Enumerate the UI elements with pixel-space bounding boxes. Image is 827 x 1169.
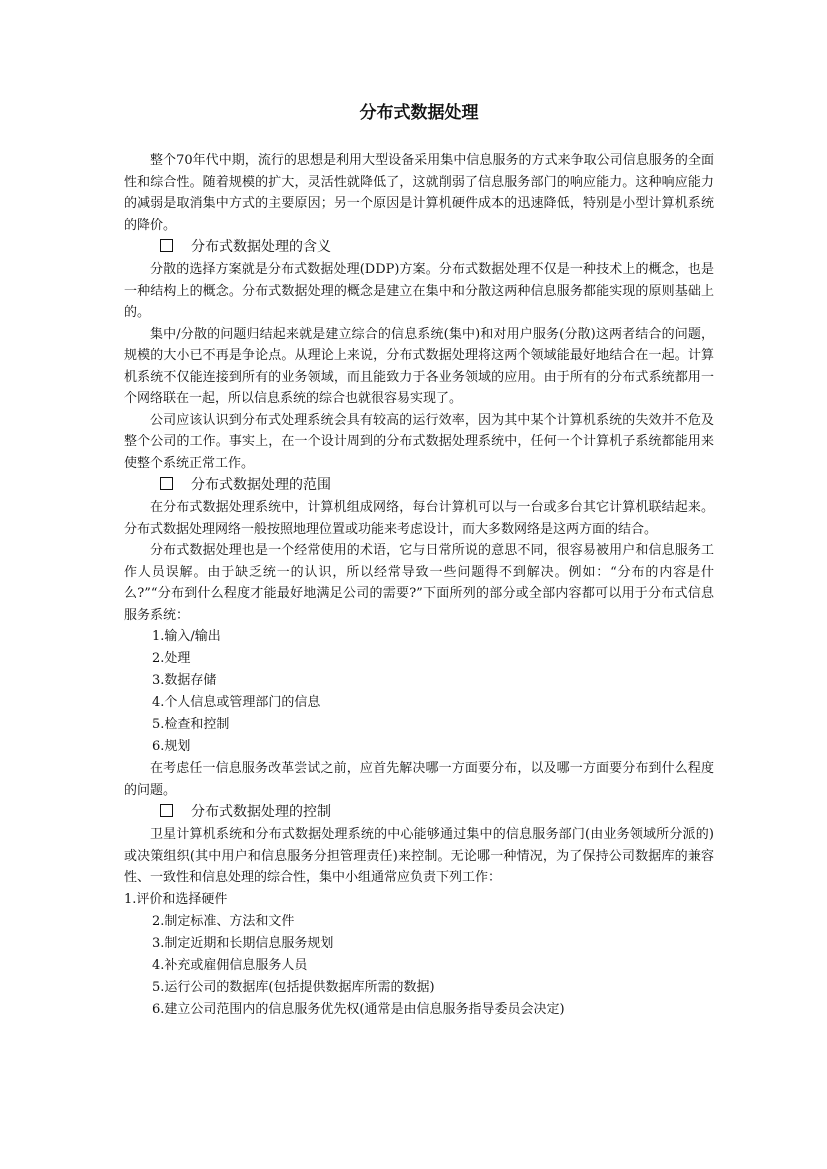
list-item: 2.处理 xyxy=(152,651,191,666)
paragraph: 在考虑任一信息服务改革尝试之前，应首先解决哪一方面要分布，以及哪一方面要分布到什么程度的问题。 xyxy=(124,761,714,798)
list-item: 4.补充或雇佣信息服务人员 xyxy=(152,957,308,973)
document-body xyxy=(124,100,714,1021)
list-item: 5.检查和控制 xyxy=(152,717,230,732)
control-list xyxy=(124,889,714,1021)
section-heading-control xyxy=(124,801,714,824)
section-heading-label: 分布式数据处理的含义 xyxy=(191,239,331,255)
intro-paragraph: 整个70年代中期，流行的思想是利用大型设备采用集中信息服务的方式来争取公司信息服务的全面性和综合性。随着规模的扩大，灵活性就降低了，这就削弱了信息服务部门的响应能力。这种响应能力的减弱是取消集中方式的主要原因；另一个原因是计算机硬件成本的迅速降低，特别是小型计算机系统的降价。 xyxy=(124,153,714,233)
paragraph: 分散的选择方案就是分布式数据处理(DDP)方案。分布式数据处理不仅是一种技术上的概念，也是一种结构上的概念。分布式数据处理的概念是建立在集中和分散这两种信息服务都能实现的原则基础上的。 xyxy=(124,262,714,320)
paragraph: 卫星计算机系统和分布式数据处理系统的中心能够通过集中的信息服务部门(由业务领域所分派的)或决策组织(其中用户和信息服务分担管理责任)来控制。无论哪一种情况，为了保持公司数据库的兼容性、一致性和信息处理的综合性，集中小组通常应负责下列工作： xyxy=(124,827,714,885)
list-item: 1.输入/输出 xyxy=(152,629,221,644)
list-item: 2.制定标准、方法和文件 xyxy=(152,913,295,929)
section-heading-label: 分布式数据处理的范围 xyxy=(191,477,331,493)
section-heading-label: 分布式数据处理的控制 xyxy=(191,804,331,820)
paragraph: 在分布式数据处理系统中，计算机组成网络，每台计算机可以与一台或多台其它计算机联结起来。分布式数据处理网络一般按照地理位置或功能来考虑设计，而大多数网络是这两方面的结合。 xyxy=(124,500,714,537)
section-heading-meaning xyxy=(124,236,714,259)
checkbox-icon xyxy=(160,477,173,490)
list-item: 3.数据存储 xyxy=(152,673,217,688)
paragraph: 公司应该认识到分布式处理系统会具有较高的运行效率，因为其中某个计算机系统的失效并不危及整个公司的工作。事实上，在一个设计周到的分布式数据处理系统中，任何一个计算机子系统都能用来使整个系统正常工作。 xyxy=(124,412,714,471)
list-item: 5.运行公司的数据库(包括提供数据库所需的数据) xyxy=(152,979,435,995)
list-item: 1.评价和选择硬件 xyxy=(124,891,228,907)
paragraph: 分布式数据处理也是一个经常使用的术语，它与日常所说的意思不同，很容易被用户和信息服务工作人员误解。由于缺乏统一的认识，所以经常导致一些问题得不到解决。例如：“分布的内容是什么?”“分布到什么程度才能最好地满足公司的需要?”下面所列的部分或全部内容都可以用于分布式信息服务系统： xyxy=(124,543,714,623)
scope-list xyxy=(124,626,714,758)
list-item: 6.建立公司范围内的信息服务优先权(通常是由信息服务指导委员会决定) xyxy=(152,1001,565,1017)
paragraph: 集中/分散的问题归结起来就是建立综合的信息系统(集中)和对用户服务(分散)这两者结合的问题，规模的大小已不再是争论点。从理论上来说，分布式数据处理将这两个领域能最好地结合在一起。计算机系统不仅能连接到所有的业务领域，而且能致力于各业务领域的应用。由于所有的分布式系统都用一个网络联在一起，所以信息系统的综合也就很容易实现了。 xyxy=(124,326,714,406)
list-item: 6.规划 xyxy=(152,739,191,754)
checkbox-icon xyxy=(160,239,173,252)
section-heading-scope xyxy=(124,474,714,497)
checkbox-icon xyxy=(160,804,173,817)
list-item: 3.制定近期和长期信息服务规划 xyxy=(152,935,334,951)
list-item: 4.个人信息或管理部门的信息 xyxy=(152,695,321,710)
document-title: 分布式数据处理 xyxy=(359,103,479,123)
